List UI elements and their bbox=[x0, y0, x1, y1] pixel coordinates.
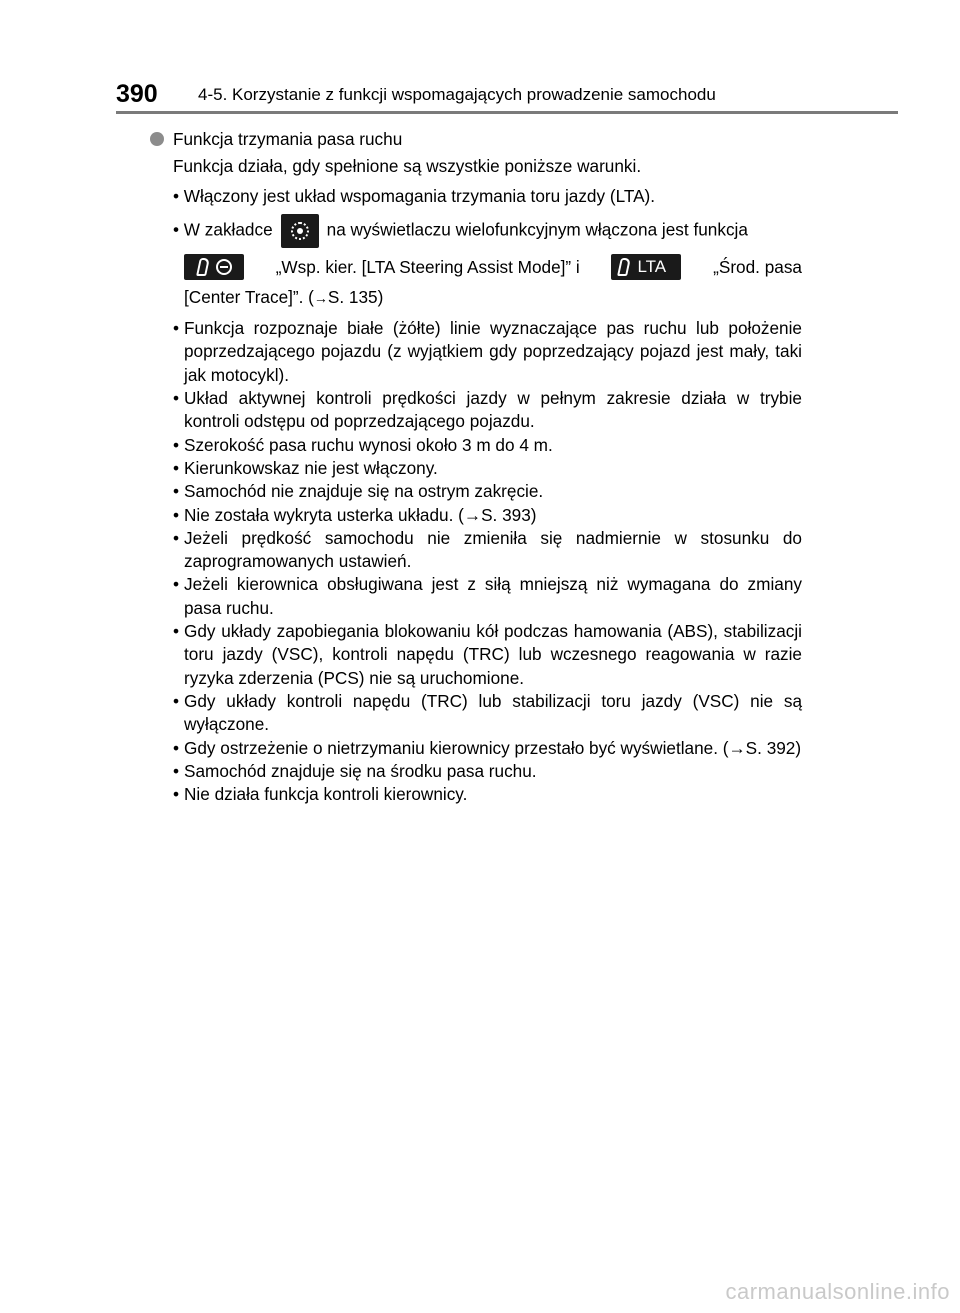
condition-item bbox=[150, 457, 802, 480]
section-heading bbox=[150, 128, 802, 151]
condition-text: Samochód znajduje się na środku pasa ruchu. bbox=[184, 760, 537, 781]
condition-item-settings bbox=[150, 214, 802, 248]
section-dot-icon bbox=[150, 132, 164, 146]
condition-item bbox=[150, 480, 802, 503]
condition-text: Gdy układy zapobiegania blokowaniu kół podczas hamowania (ABS), stabilizacji toru jazdy (VSC), kontroli napędu (TRC) lub wczesnego reagowania w razie ryzyka zderzenia (PCS) nie są uruchomione. bbox=[184, 621, 802, 688]
condition-text: Funkcja rozpoznaje białe (żółte) linie wyznaczające pas ruchu lub położenie poprzedzającego pojazdu (z wyjątkiem gdy poprzedzający pojazd jest mały, taki jak motocykl). bbox=[184, 318, 802, 385]
condition-text: Nie działa funkcja kontroli kierownicy. bbox=[184, 784, 468, 805]
condition-item bbox=[150, 387, 802, 434]
page-number: 390 bbox=[116, 80, 158, 108]
page-header bbox=[116, 80, 898, 116]
bullet-icon: • bbox=[173, 760, 180, 781]
bullet-icon: • bbox=[173, 388, 180, 409]
page-reference: S. 135) bbox=[327, 286, 384, 307]
settings-text-e: [Center Trace]”. ( bbox=[184, 286, 314, 307]
condition-item bbox=[150, 527, 802, 574]
condition-text: Jeżeli kierownica obsługiwana jest z siłą mniejszą niż wymagana do zmiany pasa ruchu. bbox=[184, 574, 802, 618]
settings-text-a: • W zakładce bbox=[173, 219, 273, 240]
header-rule bbox=[116, 111, 898, 114]
page-content bbox=[150, 128, 802, 806]
condition-item bbox=[150, 760, 802, 783]
condition-text: Samochód nie znajduje się na ostrym zakręcie. bbox=[184, 481, 544, 502]
bullet-icon: • bbox=[173, 481, 180, 502]
bullet-icon: • bbox=[173, 784, 180, 805]
bullet-icon: • bbox=[173, 690, 180, 711]
bullet-icon: • bbox=[173, 621, 180, 642]
settings-text-c: „Wsp. kier. [LTA Steering Assist Mode]” i bbox=[275, 256, 580, 277]
condition-text: Szerokość pasa ruchu wynosi około 3 m do 4 m. bbox=[184, 434, 553, 455]
condition-item-settings-line2 bbox=[150, 252, 802, 282]
condition-text: Kierunkowskaz nie jest włączony. bbox=[184, 457, 438, 478]
bullet-icon: • bbox=[173, 457, 180, 478]
condition-item bbox=[150, 783, 802, 806]
bullet-icon: • bbox=[173, 318, 180, 339]
condition-item bbox=[150, 434, 802, 457]
settings-gear-icon bbox=[281, 214, 319, 248]
bullet-icon: • bbox=[173, 527, 180, 548]
condition-text: Nie została wykryta usterka układu. (→S. 393) bbox=[184, 504, 537, 525]
condition-text: Gdy ostrzeżenie o nietrzymaniu kierownicy przestało być wyświetlane. (→S. 392) bbox=[184, 737, 802, 758]
section-title: Funkcja trzymania pasa ruchu bbox=[173, 129, 403, 149]
lta-center-trace-icon bbox=[611, 254, 681, 280]
condition-item-lta: • Włączony jest układ wspomagania trzymania toru jazdy (LTA). bbox=[173, 185, 656, 206]
settings-text-b: na wyświetlaczu wielofunkcyjnym włączona jest funkcja bbox=[326, 219, 748, 240]
arrow-right-icon: → bbox=[313, 289, 328, 306]
condition-item bbox=[150, 504, 802, 527]
bullet-icon: • bbox=[173, 737, 180, 758]
bullet-icon: • bbox=[173, 504, 180, 525]
section-intro: Funkcja działa, gdy spełnione są wszystkie poniższe warunki. bbox=[173, 156, 642, 177]
condition-text: Jeżeli prędkość samochodu nie zmieniła się nadmiernie w stosunku do zaprogramowanych ustawień. bbox=[184, 527, 802, 572]
lta-steering-assist-icon bbox=[184, 254, 244, 280]
chapter-title: 4-5. Korzystanie z funkcji wspomagających prowadzenie samochodu bbox=[198, 85, 716, 104]
condition-item bbox=[150, 690, 802, 737]
condition-item bbox=[150, 737, 802, 760]
bullet-icon: • bbox=[173, 574, 180, 595]
condition-item bbox=[150, 620, 802, 690]
condition-text: Gdy układy kontroli napędu (TRC) lub stabilizacji toru jazdy (VSC) nie są wyłączone. bbox=[184, 690, 802, 735]
condition-item bbox=[150, 573, 802, 620]
settings-text-d: „Środ. pasa bbox=[713, 256, 802, 277]
lta-icon-label: LTA bbox=[637, 256, 667, 276]
bullet-icon: • bbox=[173, 434, 180, 455]
condition-item-settings-line3 bbox=[150, 286, 802, 310]
watermark: carmanualsonline.info bbox=[725, 1279, 950, 1304]
condition-item bbox=[150, 317, 802, 387]
condition-text: Układ aktywnej kontroli prędkości jazdy w pełnym zakresie działa w trybie kontroli odstępu od poprzedzającego pojazdu. bbox=[184, 388, 802, 432]
